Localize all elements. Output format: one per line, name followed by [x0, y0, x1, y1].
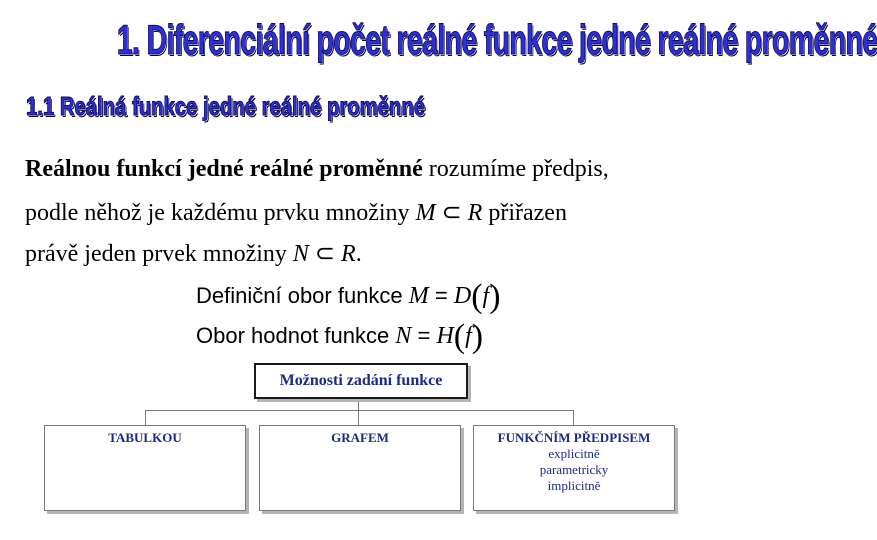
- subset-symbol: ⊂: [308, 241, 342, 267]
- diagram-box-table: [44, 425, 246, 511]
- domain-fn: D: [453, 283, 472, 309]
- definition-line-2-end: přiřazen: [482, 200, 567, 226]
- main-title: 1. Diferenciální počet reálné funkce jedné reálné proměnné: [116, 16, 877, 63]
- domain-var: M: [408, 283, 429, 309]
- diagram-item-explicit: explicitně: [548, 446, 600, 461]
- set-r: R: [467, 200, 483, 226]
- domain-eq: =: [428, 283, 454, 308]
- range-arg: f: [465, 323, 472, 349]
- range-label: Obor hodnot funkce: [196, 323, 396, 348]
- definition-line-2-text: podle něhož je každému prvku množiny: [25, 200, 416, 226]
- diagram-box-graph: [259, 425, 461, 511]
- diagram-box-title: TABULKOU: [108, 430, 182, 445]
- domain-label: Definiční obor funkce: [196, 283, 409, 308]
- connector-horizontal: [145, 410, 573, 411]
- range-formula: [196, 318, 483, 356]
- diagram-item-parametric: parametricky: [539, 462, 609, 477]
- set-r: R: [341, 241, 356, 267]
- range-fn: H: [436, 323, 454, 349]
- domain-formula: [196, 278, 501, 316]
- connector-left-down: [145, 410, 146, 425]
- definition-line-1-rest: rozumíme předpis,: [422, 156, 609, 182]
- diagram-root-label: Možnosti zadání funkce: [279, 372, 443, 389]
- diagram-root-box: [254, 363, 468, 399]
- set-n: N: [292, 241, 309, 267]
- definition-line-3-text: právě jeden prvek množiny: [25, 241, 293, 267]
- diagram-box-formula: [473, 425, 675, 511]
- connector-right-down: [573, 410, 574, 425]
- subset-symbol: ⊂: [435, 200, 468, 226]
- paren-close: ): [471, 318, 484, 355]
- definition-line-2: [25, 198, 567, 227]
- range-eq: =: [411, 323, 437, 348]
- diagram-item-implicit: implicitně: [547, 478, 601, 493]
- paren-open: (: [453, 318, 466, 355]
- paren-close: ): [489, 278, 501, 315]
- connector-middle-down: [358, 410, 359, 425]
- diagram-box-title: FUNKČNÍM PŘEDPISEM: [497, 430, 651, 445]
- range-var: N: [395, 323, 412, 349]
- subtitle: 1.1 Reálná funkce jedné reálné proměnné: [26, 91, 425, 121]
- definition-term: Reálnou funkcí jedné reálné proměnné: [25, 156, 423, 182]
- diagram-box-title: GRAFEM: [331, 430, 389, 445]
- set-m: M: [415, 200, 436, 226]
- paren-open: (: [471, 278, 483, 315]
- definition-line-3: [25, 239, 362, 268]
- domain-arg: f: [482, 283, 490, 309]
- definition-line-3-end: .: [355, 241, 362, 267]
- definition-line-1: [25, 156, 609, 183]
